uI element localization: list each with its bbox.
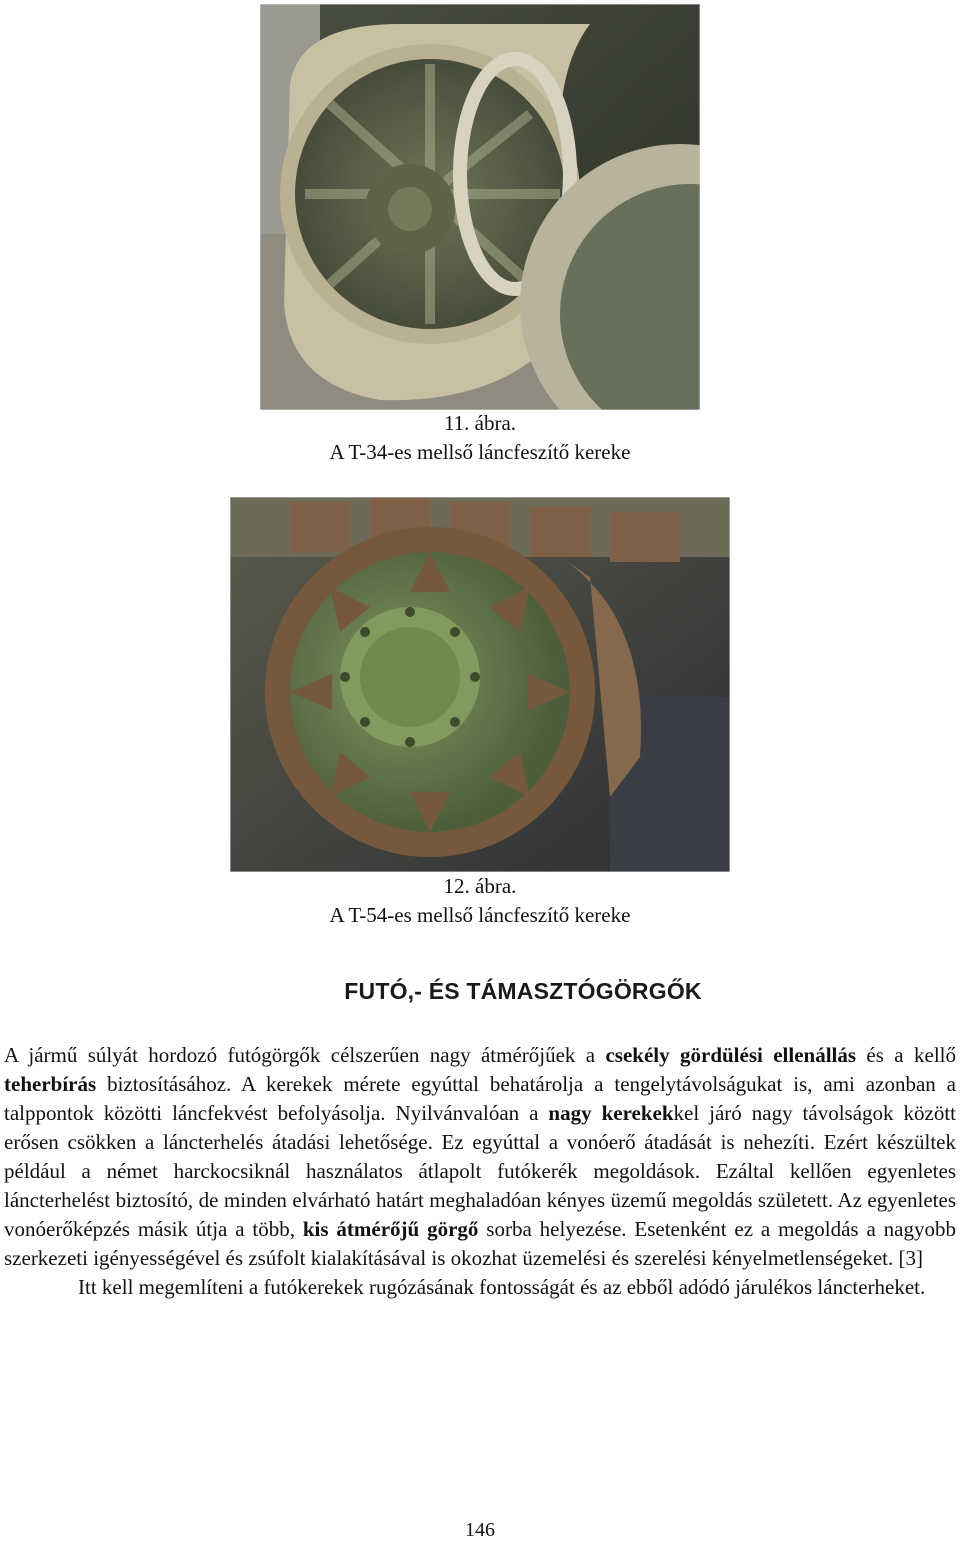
paragraph-1-run: biztosításához. A kerekek mérete egyúttal behatárolja a tengelytávolságukat is, ami azonban a talppontok közötti láncfekvést befolyásolja. Nyilvánvalóan a <box>4 1072 956 1125</box>
figure-11-photo <box>260 4 700 410</box>
paragraph-1-bold-run: kis átmérőjű görgő <box>302 1217 479 1241</box>
tank-sprocket-wheel-photo <box>230 497 730 872</box>
figure-11-caption: A T-34-es mellső láncfeszítő kereke <box>329 440 631 464</box>
paragraph-1-run: és a kellő <box>856 1043 956 1067</box>
paragraph-1-bold-run: csekély gördülési ellenállás <box>605 1043 857 1067</box>
figure-11-number: 11. ábra. <box>443 411 517 435</box>
paragraph-1-run: kel járó nagy távolságok között erősen csökken a láncterhelés átadási lehetősége. Ez egyúttal a vonóerő átadását is nehezíti. Ezért készültek például a német harckocsiknál használatos átlapolt futókerék megoldások. Ezáltal kellően egyenletes láncterhelést biztosító, de minden elvárható határt meghaladóan kényes üzemű megoldás született. Az egyenletes vonóerőképzés másik útja a több, <box>4 1101 956 1241</box>
paragraph-1-run: sorba helyezése. Esetenként ez a megoldás a nagyobb szerkezeti igényességével és zsúfolt kialakításával is okozhat üzemelési és szerelési kényelmetlenségeket. [3] <box>4 1217 956 1270</box>
tank-idler-wheel-photo <box>260 4 700 410</box>
paragraph-1-run: A jármű súlyát hordozó futógörgők célszerűen nagy átmérőjűek a <box>4 1043 606 1067</box>
figure-12-number: 12. ábra. <box>443 874 517 898</box>
figure-12-caption: A T-54-es mellső láncfeszítő kereke <box>329 903 631 927</box>
paragraph-1-bold-run: teherbírás <box>4 1072 97 1096</box>
paragraph-1-bold-run: nagy kerekek <box>548 1101 674 1125</box>
paragraph-1 <box>4 1041 956 1273</box>
figure-12-photo <box>230 497 730 872</box>
page-number: 146 <box>465 1519 495 1541</box>
paragraph-2: Itt kell megemlíteni a futókerekek rugózásának fontosságát és az ebből adódó járulékos láncterheket. <box>78 1275 926 1299</box>
body-text <box>4 1041 956 1302</box>
section-heading: FUTÓ,- ÉS TÁMASZTÓGÖRGŐK <box>344 978 702 1004</box>
